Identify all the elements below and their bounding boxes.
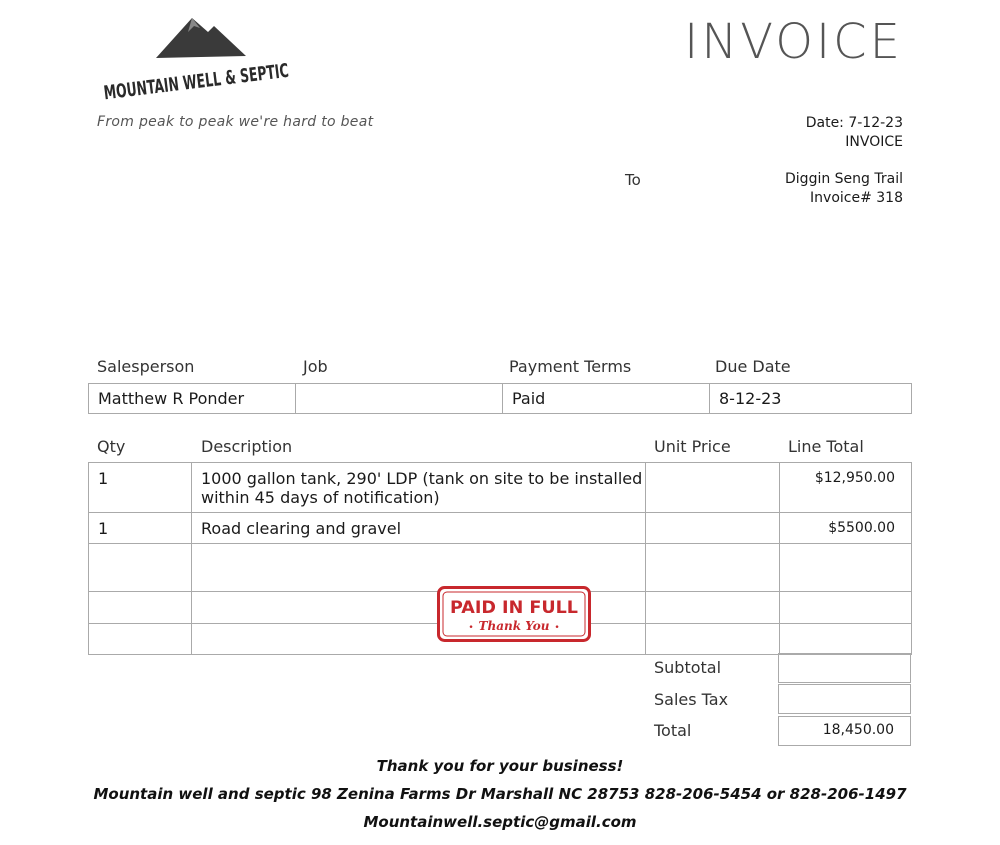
subtotal-label: Subtotal (654, 658, 722, 677)
svg-text:•: • (554, 623, 560, 633)
stamp-line2: Thank You (478, 619, 550, 633)
tagline: From peak to peak we're hard to beat (97, 114, 374, 130)
description-cell: 1000 gallon tank, 290' LDP (tank on site to be installed within 45 days of notification) (192, 463, 646, 513)
recipient-name: Diggin Seng Trail (785, 171, 903, 187)
unit-price-header: Unit Price (654, 437, 731, 456)
total-value: 18,450.00 (778, 716, 911, 746)
to-label: To (625, 171, 641, 189)
qty-cell: 1 (89, 513, 192, 544)
logo-text: MOUNTAIN WELL & SEPTIC (102, 51, 360, 105)
unit-price-cell (646, 544, 780, 592)
total-label: Total (654, 721, 692, 740)
job-header: Job (303, 357, 328, 376)
svg-text:•: • (468, 623, 474, 633)
unit-price-cell (646, 592, 780, 624)
line-total-cell: $12,950.00 (780, 463, 912, 513)
thank-you-note: Thank you for your business! (376, 757, 624, 775)
unit-price-cell (646, 513, 780, 544)
subtotal-value (778, 653, 911, 683)
sales-tax-label: Sales Tax (654, 690, 729, 709)
job-value (296, 384, 503, 414)
line-total-cell (780, 544, 912, 592)
payment-terms-value: Paid (503, 384, 710, 414)
sales-tax-value (778, 684, 911, 714)
description-header: Description (201, 437, 293, 456)
line-total-header: Line Total (788, 437, 864, 456)
invoice-doc-label: INVOICE (845, 134, 903, 150)
qty-cell (89, 544, 192, 592)
description-cell (192, 544, 646, 592)
company-logo (96, 12, 360, 105)
line-total-cell (780, 624, 912, 655)
salesperson-value: Matthew R Ponder (89, 384, 296, 414)
table-row (89, 544, 912, 592)
qty-cell (89, 592, 192, 624)
qty-cell (89, 624, 192, 655)
paid-in-full-stamp (437, 586, 591, 642)
salesperson-header: Salesperson (97, 357, 195, 376)
unit-price-cell (646, 624, 780, 655)
company-address: Mountain well and septic 98 Zenina Farms Dr Marshall NC 28753 828-206-5454 or 828-206-1497 (93, 785, 907, 803)
table-row (89, 513, 912, 544)
due-date-header: Due Date (715, 357, 791, 376)
due-date-value: 8-12-23 (710, 384, 912, 414)
payment-terms-header: Payment Terms (509, 357, 632, 376)
info-row (89, 384, 912, 414)
invoice-date: Date: 7-12-23 (805, 115, 903, 131)
company-email: Mountainwell.septic@gmail.com (363, 813, 637, 831)
line-total-cell (780, 592, 912, 624)
table-row (89, 463, 912, 513)
invoice-title: INVOICE (684, 14, 903, 70)
mountain-icon (156, 18, 246, 58)
unit-price-cell (646, 463, 780, 513)
invoice-number: Invoice# 318 (810, 190, 903, 206)
stamp-line1: PAID IN FULL (450, 598, 579, 618)
line-total-cell: $5500.00 (780, 513, 912, 544)
info-table (88, 383, 912, 414)
qty-cell: 1 (89, 463, 192, 513)
description-cell: Road clearing and gravel (192, 513, 646, 544)
qty-header: Qty (97, 437, 126, 456)
